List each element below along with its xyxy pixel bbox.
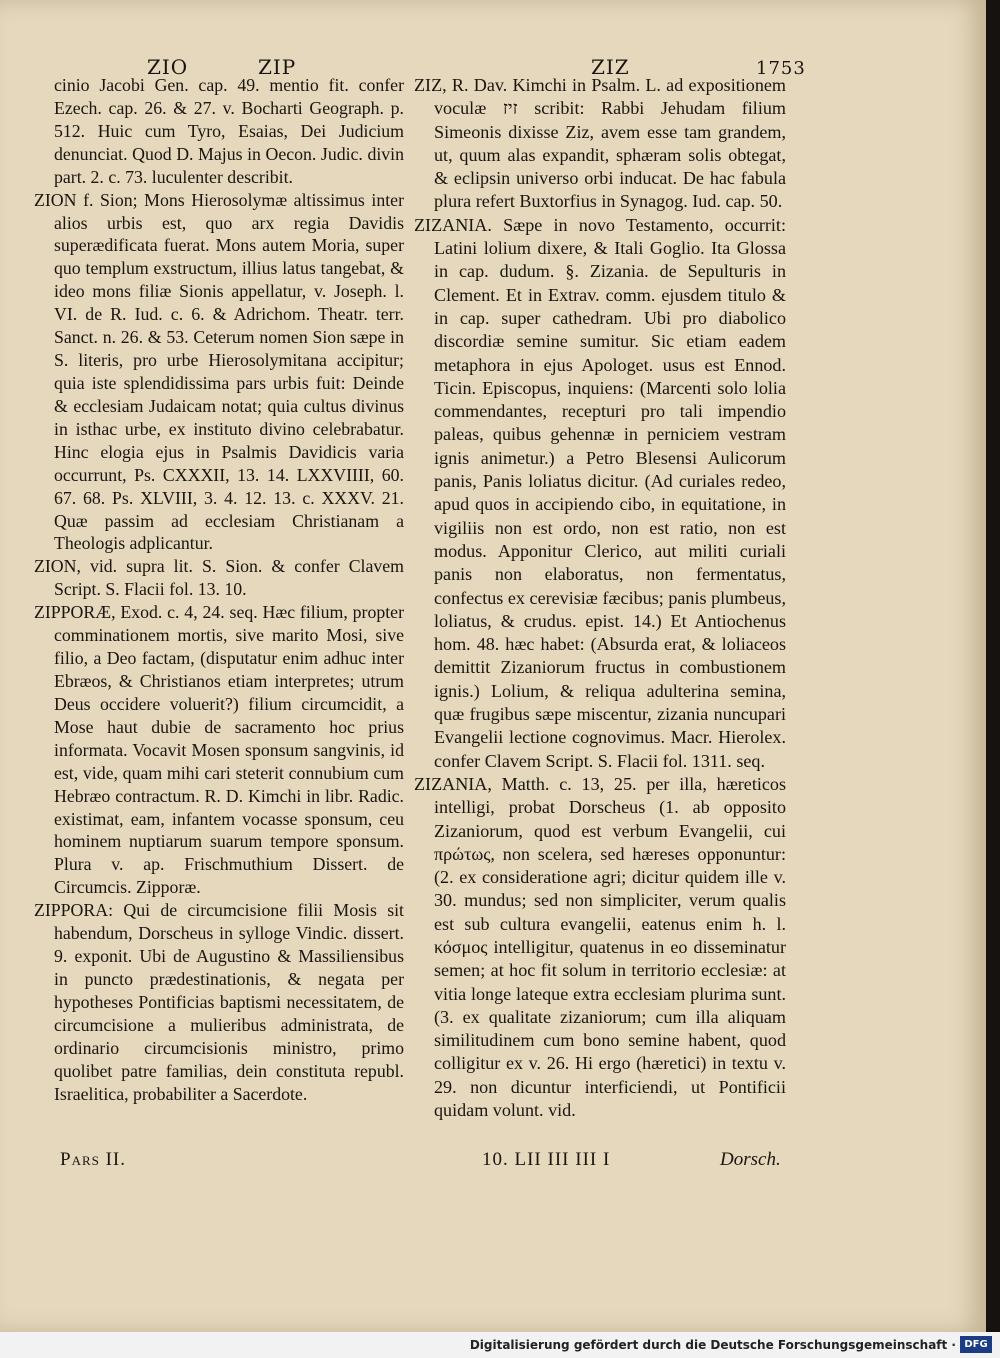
digitization-bar <box>0 1332 1000 1358</box>
left-column-entry <box>34 555 404 601</box>
right-column-entry <box>414 74 786 214</box>
right-column-entry <box>414 214 786 773</box>
running-head-left-2: ZIP <box>258 55 297 79</box>
footer-part: Pars II. <box>60 1149 127 1170</box>
footer-catchword: Dorsch. <box>720 1149 781 1170</box>
running-head-left-1: ZIO <box>147 55 189 79</box>
entry-keyword: ZIPPORÆ <box>34 602 112 623</box>
entry-text: cinio Jacobi Gen. cap. 49. mentio fit. confer Ezech. cap. 26. & 27. v. Bocharti Geograph. p. 512. Huic cum Tyro, Esaias, Dei Judicium denunciat. Quod D. Majus in Oecon. Judic. divin part. 2. c. 73. luculenter describit. <box>54 75 404 187</box>
entry-keyword: ZIZ <box>414 75 443 95</box>
footer-signature: 10. LII III III I <box>482 1149 611 1170</box>
entry-text: , vid. supra lit. S. Sion. & confer Clavem Script. S. Flacii fol. 13. 10. <box>54 556 404 600</box>
entry-text: , R. Dav. Kimchi in Psalm. L. ad expositionem voculæ זיז scribit: Rabbi Jehudam filium Simeonis dixisse Ziz, avem esse tam grandem, ut, quum alas expandit, sphæram solis obtegat, & eclipsin universo orbi inducat. De hac fabula plura refert Buxtorfius in Synagog. Iud. cap. 50. <box>434 75 786 212</box>
left-column-entry <box>34 189 404 556</box>
entry-keyword: ZIPPORA <box>34 900 109 921</box>
left-column-entry <box>34 74 404 189</box>
entry-keyword: ZIZANIA <box>414 773 488 794</box>
entry-text: : Qui de circumcisione filii Mosis sit habendum, Dorscheus in sylloge Vindic. dissert. 9. exponit. Ubi de Augustino & Massiliensibus in puncto prædestinationis, & negata per hypotheses Pontificias baptismi necessitatem, de circumcisione a mulieribus administrata, de ordinario circumcisionis ministro, primo quolibet patre familias, dein constituta republ. Israelitica, probabiliter a Sacerdote. <box>54 900 404 1104</box>
digitization-credit: Digitalisierung gefördert durch die Deutsche Forschungsgemeinschaft · <box>469 1338 956 1352</box>
left-column-entry <box>34 899 404 1105</box>
left-column <box>34 74 404 1105</box>
entry-text: . Sæpe in novo Testamento, occurrit: Latini lolium dixere, & Itali Goglio. Ita Glossa in cap. dudum. §. Zizania. de Sepulturis in Clement. Et in Extrav. comm. ejusdem titulo & in cap. super cathedram. Ubi pro diabolico discordiæ semine sumitur. Sic etiam eadem metaphora in ejus Apologet. usus est Ennod. Ticin. Episcopus, inquiens: (Marcenti solo lolia commendantes, recepturi pro tali impendio paleas, quibus gehennæ in perniciem vestram ignis animetur.) a Petro Blesensi Aulicorum panis, Panis loliatus dicitur. (Ad curiales redeo, apud quos in accipiendo cibo, in equitatione, in vigiliis non est ordo, non est ratio, non est modus. Apponitur Clerico, aut militi curiali panis non elaboratus, non fermentatus, confectus ex cerevisiæ fæcibus; panis plumbeus, loliatus, & crudus. epist. 14.) Et Antiochenus hom. 48. hæc habet: (Absurda erat, & loliaceos demittit Zizaniorum fructus in combustionem ignis.) Lolium, & reliqua adulterina semina, quæ frugibus sæpe miscentur, zizania nuncupari Evangelii lectione cognovimus. Macr. Hierolex. confer Clavem Script. S. Flacii fol. 1311. seq. <box>434 214 786 771</box>
entry-keyword: ZION <box>34 556 77 577</box>
page-number: 1753 <box>756 58 806 79</box>
entry-text: , Matth. c. 13, 25. per illa, hæreticos intelligi, probat Dorscheus (1. ab opposito Zizaniorum, quod est verbum Evangelii, cui πρώτως, non scelera, sed hæreses opponuntur: (2. ex consideratione agri; dicitur quidem ille v. 30. mundus; sed non simpliciter, verum qualis est sub cultura evangelii, eatenus enim h. l. κόσμος intelligitur, quatenus in eo disseminatur semen; at hoc fit solum in territorio ecclesiæ: at vitia longe lateque extra ecclesiam plurima sunt. (3. ex qualitate zizaniorum; cum illa aliquam similitudinem cum bono semine habent, quod colligitur ex v. 26. Hi ergo (hæretici) in textu v. 29. non dicuntur interficiendi, ut Pontificii quidam volunt. vid. <box>434 773 786 1121</box>
entry-text: , Exod. c. 4, 24. seq. Hæc filium, propter comminationem mortis, sive marito Mosi, sive filio, a Deo factam, (disputatur enim adhuc inter Ebræos, & Christianos etiam interpretes; utrum Deus occidere voluerit?) filium circumcidit, a Mose haut dubie de sacramento hoc prius informata. Vocavit Mosen sponsum sangvinis, id est, vide, quam mihi cari steterit connubium cum Hebræo contractum. R. D. Kimchi in libr. Radic. existimat, eam, infantem vocasse sponsum, ceu hominem nuptiarum suarum tempore sponsum. Plura v. ap. Frischmuthium Dissert. de Circumcis. Zipporæ. <box>54 602 404 898</box>
entry-keyword: ZIZANIA <box>414 214 488 235</box>
running-head-right: ZIZ <box>591 55 630 79</box>
entry-keyword: ZION <box>34 189 77 210</box>
left-column-entry <box>34 601 404 899</box>
right-column <box>414 74 786 1122</box>
right-column-entry <box>414 773 786 1122</box>
entry-text: f. Sion; Mons Hierosolymæ altissimus inter alios urbis est, quo arx regia Davidis superædificata fuerat. Mons autem Moria, super quo templum exstructum, illius latus tangebat, & ideo mons filiæ Sionis appellatur, v. Joseph. l. VI. de R. Iud. c. 6. & Adrichom. Theatr. terr. Sanct. n. 26. & 53. Ceterum nomen Sion sæpe in S. literis, pro urbe Hierosolymitana accipitur; quia iste splendidissima pars urbis fuit: Deinde & ecclesiam Judaicam notat; quia cultus divinus in isthac urbe, ex instituto divino celebrabatur. Hinc elogia ejus in Psalmis Davidicis varia occurrunt, Ps. CXXXII, 13. 14. LXXVIIII, 60. 67. 68. Ps. XLVIII, 3. 4. 12. 13. c. XXXV. 21. Quæ passim ad ecclesiam Christianam a Theologis adplicantur. <box>54 189 404 554</box>
dfg-logo-icon: DFG <box>960 1336 992 1353</box>
